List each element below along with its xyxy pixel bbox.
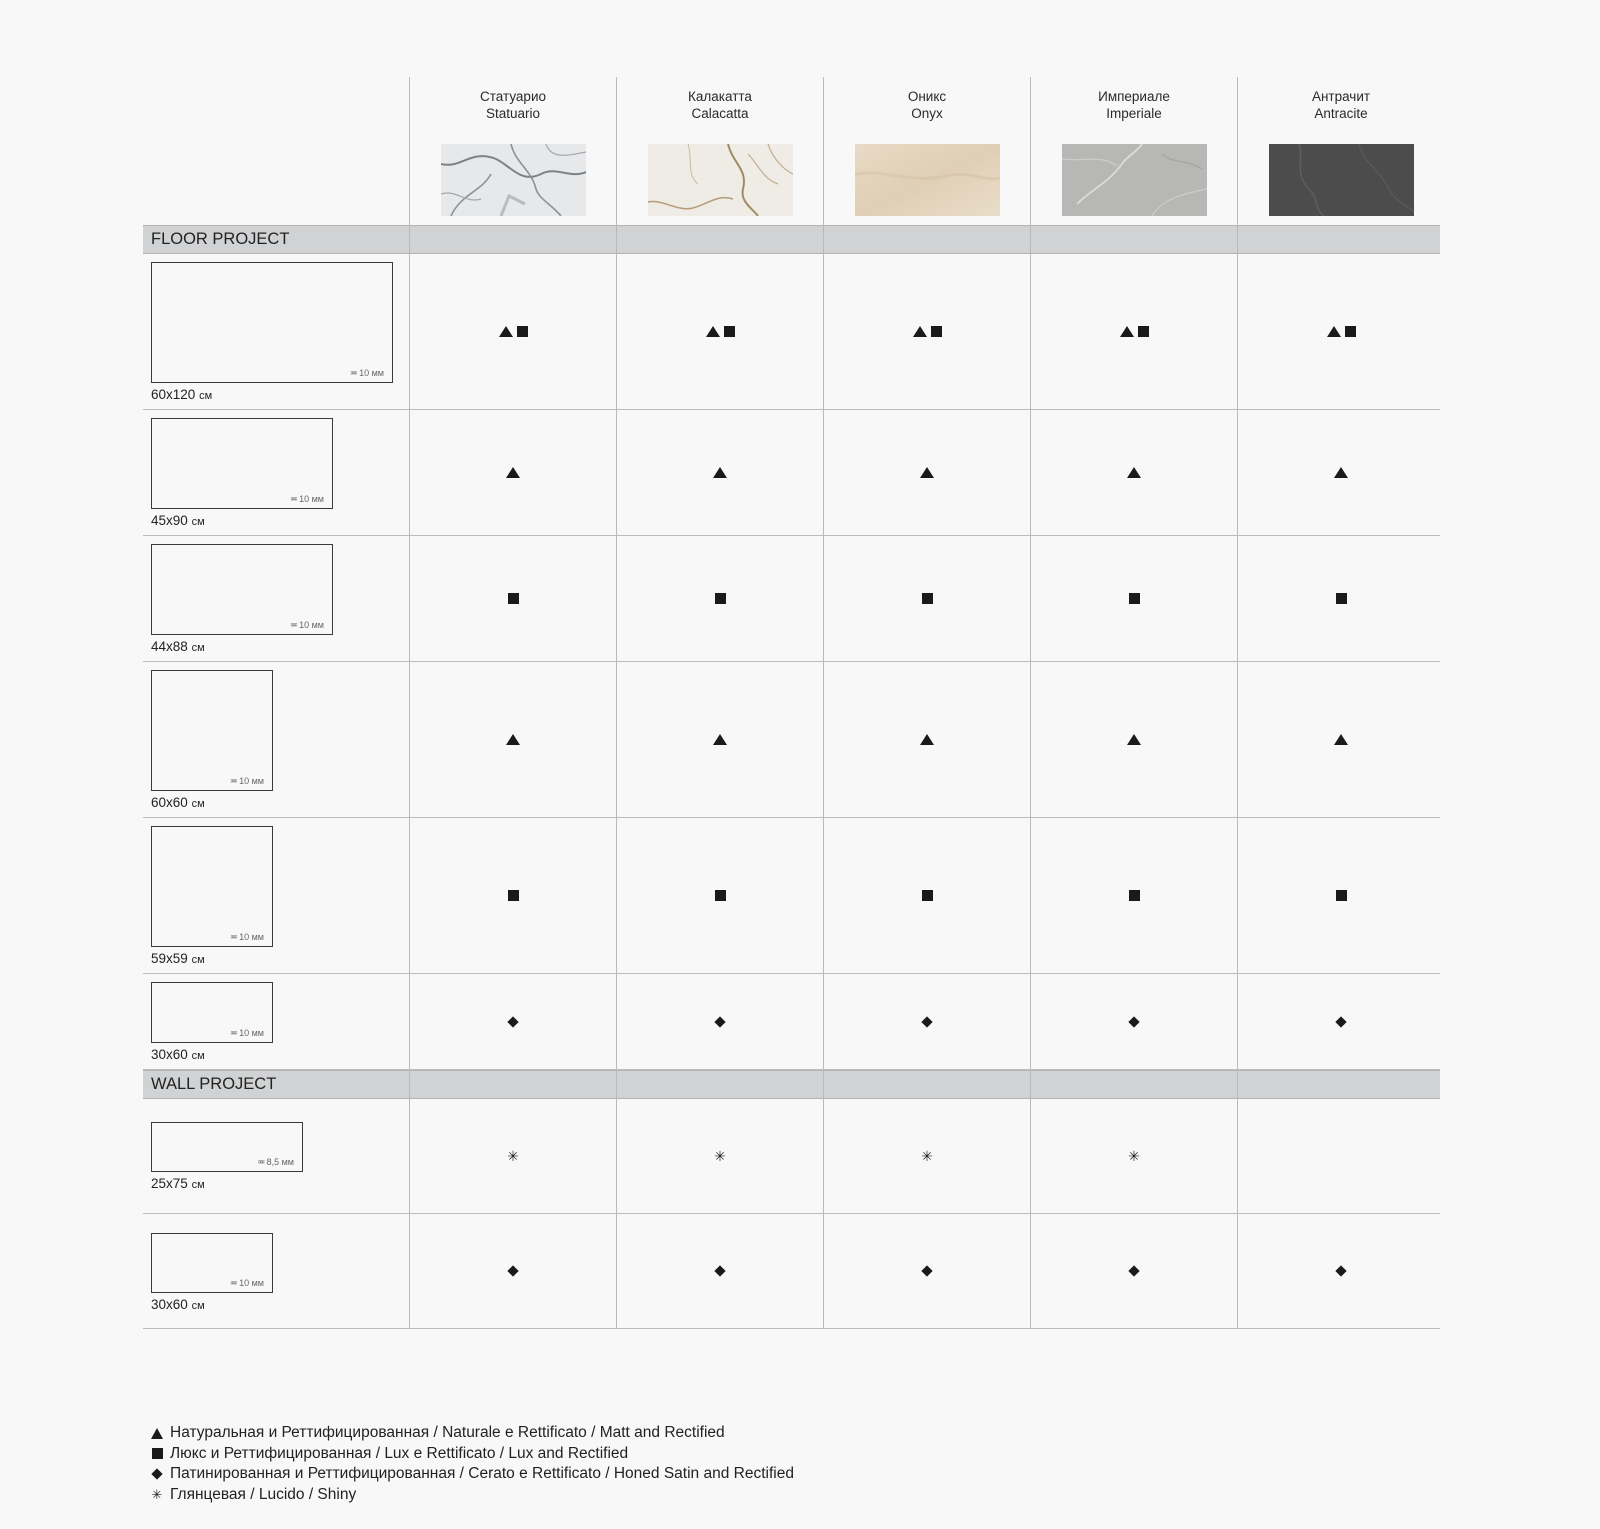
thickness-label: ≖8,5 мм [257, 1157, 294, 1168]
column-title-ru: Оникс [907, 89, 947, 104]
thickness-label: ≖10 мм [289, 494, 324, 505]
triangle-icon [713, 734, 727, 745]
square-icon [931, 326, 942, 337]
square-icon [922, 890, 933, 901]
tile-shape [151, 982, 273, 1043]
legend-item [148, 1464, 794, 1485]
diamond-icon [507, 1265, 518, 1276]
thickness-icon: ≖ [229, 932, 239, 943]
column-title-ru: Антрачит [1311, 89, 1371, 104]
thickness-icon: ≖ [289, 494, 299, 505]
thickness-label: ≖10 мм [229, 1278, 264, 1289]
thickness-label: ≖10 мм [229, 776, 264, 787]
mark-cell [1031, 974, 1237, 1069]
tile-shape [151, 1122, 303, 1172]
mark-cell [824, 1214, 1030, 1328]
diamond-icon [921, 1265, 932, 1276]
legend-item [148, 1444, 794, 1465]
square-icon [922, 593, 933, 604]
swatch-imperiale [1062, 144, 1207, 216]
square-icon [152, 1448, 163, 1459]
diamond-icon [1128, 1016, 1139, 1027]
mark-cell [824, 818, 1030, 973]
diamond-icon [1335, 1016, 1346, 1027]
mark-cell [1238, 818, 1444, 973]
mark-cell [1031, 1214, 1237, 1328]
mark-cell [617, 662, 823, 817]
mark-cell [410, 410, 616, 535]
column-title-it: Antracite [1314, 106, 1368, 121]
triangle-icon [499, 326, 513, 337]
mark-cell [824, 410, 1030, 535]
table-row [143, 974, 1440, 1070]
legend-item [148, 1485, 794, 1506]
thickness-label: ≖10 мм [289, 620, 324, 631]
legend-text: Люкс и Реттифицированная / Lux e Rettificato / Lux and Rectified [170, 1444, 629, 1462]
mark-cell [1238, 254, 1444, 409]
size-label: 25x75 см [151, 1176, 205, 1191]
mark-cell [1031, 1099, 1237, 1213]
star-icon: ✳ [921, 1148, 933, 1164]
column-divider [616, 77, 617, 1329]
tile-shape [151, 1233, 273, 1293]
diamond-icon [1128, 1265, 1139, 1276]
thickness-label: ≖10 мм [229, 1028, 264, 1039]
mark-cell [617, 254, 823, 409]
square-icon [1345, 326, 1356, 337]
triangle-icon [1127, 734, 1141, 745]
mark-cell [1238, 662, 1444, 817]
square-icon [1129, 890, 1140, 901]
mark-cell [410, 254, 616, 409]
swatch-antracite [1269, 144, 1414, 216]
tile-shape [151, 670, 273, 791]
tile-shape [151, 418, 333, 509]
square-icon [517, 326, 528, 337]
column-onyx [824, 77, 1030, 225]
column-divider [823, 77, 824, 1329]
thickness-icon: ≖ [257, 1157, 266, 1168]
mark-cell [410, 974, 616, 1069]
star-icon: ✳ [507, 1148, 519, 1164]
triangle-icon [1120, 326, 1134, 337]
size-label: 30x60 см [151, 1047, 205, 1062]
column-title-ru: Статуарио [480, 89, 546, 104]
table-row [143, 254, 1440, 410]
column-title [617, 77, 823, 122]
diamond-icon [921, 1016, 932, 1027]
thickness-icon: ≖ [289, 620, 299, 631]
square-icon [1138, 326, 1149, 337]
column-title-it: Imperiale [1106, 106, 1162, 121]
table-row [143, 536, 1440, 662]
column-divider [1030, 77, 1031, 1329]
column-title [1031, 77, 1237, 122]
mark-cell [617, 536, 823, 661]
triangle-icon [1334, 734, 1348, 745]
size-label: 60x60 см [151, 795, 205, 810]
square-icon [1129, 593, 1140, 604]
size-label: 60x120 см [151, 387, 213, 402]
column-title [1238, 77, 1444, 122]
table-row [143, 410, 1440, 536]
column-statuario [410, 77, 616, 225]
wall-project-header: WALL PROJECT [143, 1070, 1440, 1099]
tile-shape [151, 544, 333, 635]
square-icon [724, 326, 735, 337]
column-title-ru: Империале [1098, 89, 1170, 104]
square-icon [508, 593, 519, 604]
mark-cell [824, 536, 1030, 661]
table-row [143, 662, 1440, 818]
size-label: 44x88 см [151, 639, 205, 654]
diamond-icon [714, 1016, 725, 1027]
floor-project-header: FLOOR PROJECT [143, 225, 1440, 254]
thickness-icon: ≖ [229, 1278, 239, 1289]
column-imperiale [1031, 77, 1237, 225]
triangle-icon [1127, 467, 1141, 478]
mark-cell [1238, 1214, 1444, 1328]
diamond-icon [714, 1265, 725, 1276]
table-row [143, 1099, 1440, 1214]
mark-cell [824, 254, 1030, 409]
mark-cell [1031, 536, 1237, 661]
finish-legend [148, 1423, 794, 1505]
mark-cell [617, 974, 823, 1069]
square-icon [715, 593, 726, 604]
diamond-icon [507, 1016, 518, 1027]
triangle-icon [506, 734, 520, 745]
mark-cell [410, 1099, 616, 1213]
mark-cell [617, 1099, 823, 1213]
color-header [143, 77, 1440, 225]
triangle-icon [1327, 326, 1341, 337]
mark-cell [1031, 818, 1237, 973]
swatch-calacatta [648, 144, 793, 216]
mark-cell [1031, 254, 1237, 409]
triangle-icon [920, 467, 934, 478]
square-icon [1336, 593, 1347, 604]
mark-cell [410, 662, 616, 817]
triangle-icon [506, 467, 520, 478]
column-title [410, 77, 616, 122]
star-icon: ✳ [714, 1148, 726, 1164]
tile-shape [151, 262, 393, 383]
legend-item [148, 1423, 794, 1444]
tile-shape [151, 826, 273, 947]
star-icon: ✳ [1128, 1148, 1140, 1164]
thickness-icon: ≖ [229, 1028, 239, 1039]
size-label: 59x59 см [151, 951, 205, 966]
legend-text: Патинированная и Реттифицированная / Cerato e Rettificato / Honed Satin and Rectified [170, 1465, 794, 1482]
square-icon [715, 890, 726, 901]
mark-cell [410, 1214, 616, 1328]
column-divider [409, 77, 410, 1329]
column-title-it: Calacatta [691, 106, 749, 121]
diamond-icon [1335, 1265, 1346, 1276]
triangle-icon [706, 326, 720, 337]
mark-cell [1238, 410, 1444, 535]
table-row [143, 818, 1440, 974]
size-label: 45x90 см [151, 513, 205, 528]
legend-text: Натуральная и Реттифицированная / Naturale e Rettificato / Matt and Rectified [170, 1424, 725, 1441]
star-icon: ✳ [151, 1486, 163, 1502]
mark-cell [1031, 410, 1237, 535]
mark-cell [1238, 536, 1444, 661]
swatch-onyx [855, 144, 1000, 216]
column-calacatta [617, 77, 823, 225]
mark-cell [1238, 1099, 1444, 1213]
legend-text: Глянцевая / Lucido / Shiny [170, 1485, 357, 1503]
thickness-label: ≖10 мм [349, 368, 384, 379]
column-title-it: Onyx [911, 106, 943, 121]
thickness-icon: ≖ [349, 368, 359, 379]
swatch-statuario [441, 144, 586, 216]
mark-cell [410, 536, 616, 661]
triangle-icon [920, 734, 934, 745]
column-title-ru: Калакатта [688, 89, 752, 104]
mark-cell [617, 410, 823, 535]
mark-cell [824, 1099, 1030, 1213]
column-antracite [1238, 77, 1444, 225]
mark-cell [824, 662, 1030, 817]
mark-cell [617, 818, 823, 973]
thickness-label: ≖10 мм [229, 932, 264, 943]
thickness-icon: ≖ [229, 776, 239, 787]
triangle-icon [713, 467, 727, 478]
column-title [824, 77, 1030, 122]
product-grid [143, 77, 1440, 1312]
triangle-icon [1334, 467, 1348, 478]
mark-cell [1031, 662, 1237, 817]
triangle-icon [151, 1428, 163, 1439]
mark-cell [617, 1214, 823, 1328]
column-title-it: Statuario [485, 106, 541, 121]
column-divider [1237, 77, 1238, 1329]
size-label: 30x60 см [151, 1297, 205, 1312]
table-row [143, 1214, 1440, 1329]
square-icon [508, 890, 519, 901]
square-icon [1336, 890, 1347, 901]
diamond-icon [151, 1469, 162, 1480]
triangle-icon [913, 326, 927, 337]
mark-cell [824, 974, 1030, 1069]
mark-cell [1238, 974, 1444, 1069]
mark-cell [410, 818, 616, 973]
